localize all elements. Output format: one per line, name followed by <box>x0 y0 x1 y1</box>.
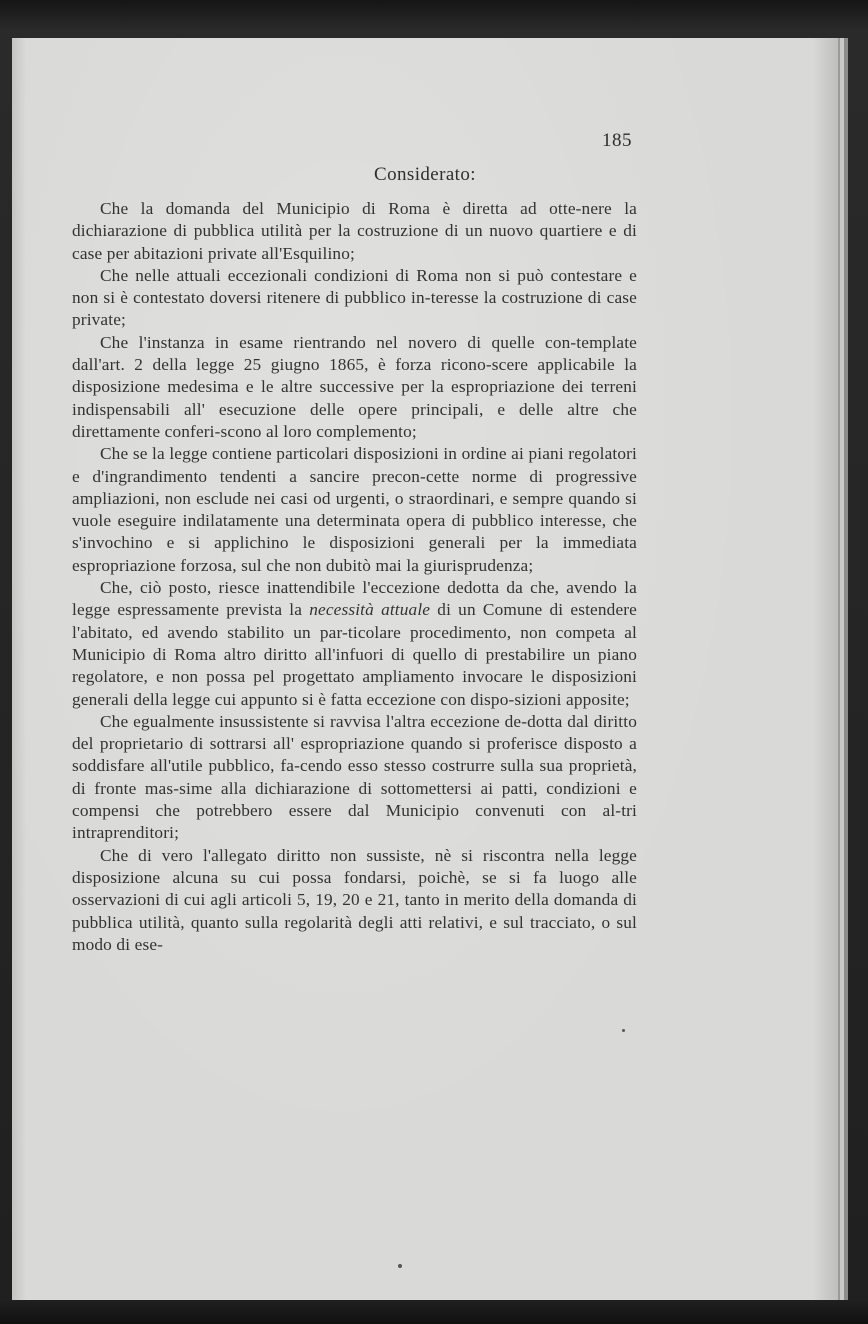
section-heading: Considerato: <box>374 164 476 185</box>
paragraph-5 <box>72 577 637 711</box>
paragraph-5-end: di un Comune di estendere l'abitato, ed avendo stabilito un par-ticolare procedimento, non competa al Municipio di Roma altro diritto all'infuori di quello di prestabilire un piano regolatore, e non possa pel progettato ampliamento invocare le disposizioni generali della legge cui appunto si è fatta eccezione con dispo-sizioni apposite; <box>72 600 637 709</box>
paragraph-5-start: Che, ciò posto, riesce inattendibile l'eccezione dedotta da che, avendo la legge espressamente prevista la <box>72 578 637 620</box>
body-text <box>72 198 637 956</box>
paragraph-1: Che la domanda del Municipio di Roma è diretta ad otte-nere la dichiarazione di pubblica utilità per la costruzione di un nuovo quartiere e di case per abitazioni private all'Esquilino; <box>72 199 637 263</box>
scan-speck <box>622 1029 625 1032</box>
document-page <box>12 38 838 1300</box>
paragraph-6: Che egualmente insussistente si ravvisa l'altra eccezione de-dotta dal diritto del proprietario di sottrarsi all' espropriazione quando si proferisce disposto a soddisfare all'utile pubblico, fa-cendo esso stesso costrurre sulla sua proprietà, di fronte mas-sime alla dichiarazione di sottomettersi ai patti, condizioni e compensi che potrebbero essere dal Municipio convenuti con al-tri intraprenditori; <box>72 711 637 843</box>
scan-speck <box>398 1264 402 1268</box>
paragraph-4: Che se la legge contiene particolari disposizioni in ordine ai piani regolatori e d'ingrandimento tendenti a sancire precon-cette norme di progressive ampliazioni, non esclude nei casi od urgenti, o straordinari, e sempre quando si vuole eseguire indilatamente una determinata opera di pubblico interesse, che s'invochino e si applichino le disposizioni generali per la immediata espropriazione forzosa, sul che non dubitò mai la giurisprudenza; <box>72 444 637 575</box>
paragraph-7: Che di vero l'allegato diritto non sussiste, nè si riscontra nella legge disposizione alcuna su cui possa fondarsi, poichè, se si fa luogo alle osservazioni di cui agli articoli 5, 19, 20 e 21, tanto in merito della domanda di pubblica utilità, quanto sulla regolarità degli atti relativi, e sul tracciato, o sul modo di ese- <box>72 845 637 954</box>
page-number: 185 <box>602 130 632 151</box>
paragraph-5-emphasis: necessità attuale <box>309 600 431 620</box>
paragraph-2: Che nelle attuali eccezionali condizioni di Roma non si può contestare e non si è contestato doversi ritenere di pubblico in-teresse la costruzione di case private; <box>72 265 637 330</box>
paragraph-3: Che l'instanza in esame rientrando nel novero di quelle con-template dall'art. 2 della legge 25 giugno 1865, è forza ricono-scere applicabile la disposizione medesima e le altre successive per la espropriazione dei terreni indispensabili all' esecuzione delle opere principali, e delle altre che direttamente conferi-scono al loro complemento; <box>72 332 637 441</box>
